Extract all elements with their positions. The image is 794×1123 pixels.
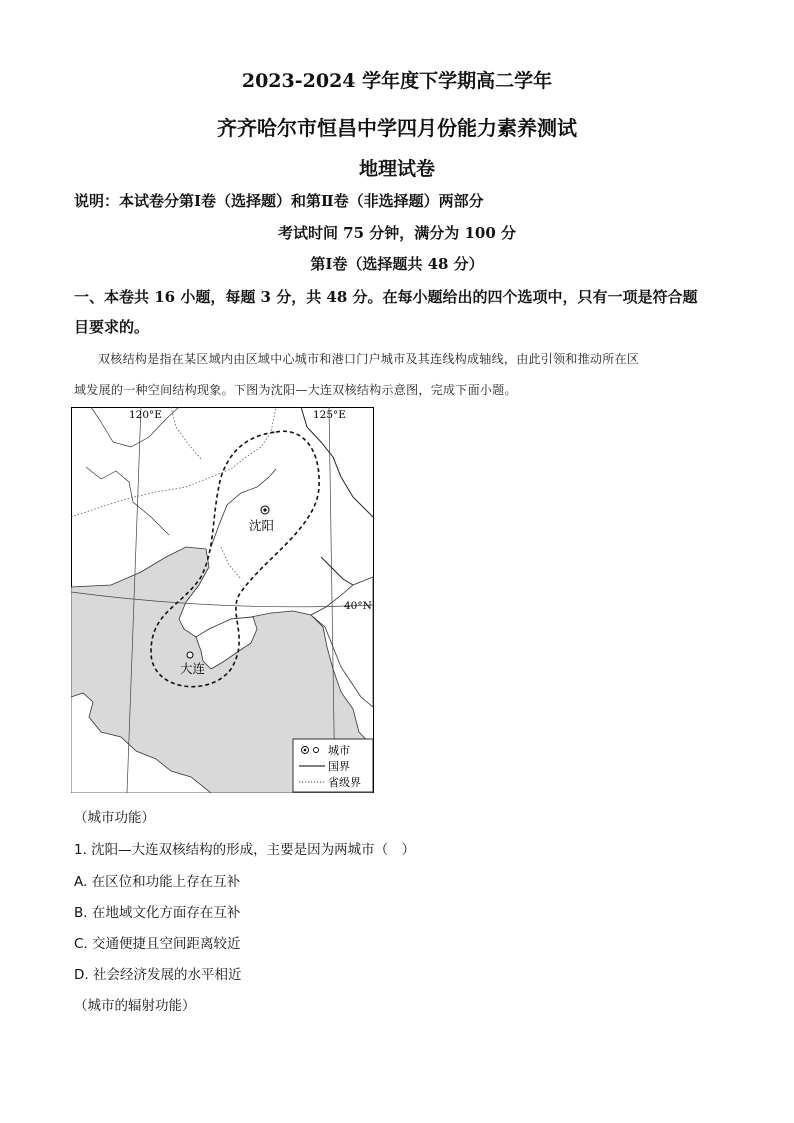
option-a[interactable]: A. 在区位和功能上存在互补 xyxy=(74,874,241,890)
option-c[interactable]: C. 交通便捷且空间距离较近 xyxy=(74,936,241,952)
option-d[interactable]: D. 社会经济发展的水平相近 xyxy=(74,967,242,983)
topic-label-2: （城市的辐射功能） xyxy=(74,998,196,1014)
lon-right-label: 125°E xyxy=(313,409,346,421)
part1-heading: 第Ⅰ卷（选择题共 48 分） xyxy=(310,255,484,273)
subject-title: 地理试卷 xyxy=(358,158,435,180)
lon-left-label: 120°E xyxy=(129,409,162,421)
dalian-label: 大连 xyxy=(180,661,206,676)
passage-line2: 域发展的一种空间结构现象。下图为沈阳—大连双核结构示意图，完成下面小题。 xyxy=(74,383,517,397)
exam-year-title: 2023-2024 学年度下学期高二学年 xyxy=(241,70,553,92)
passage-line1: 双核结构是指在某区域内由区域中心城市和港口门户城市及其连线构成轴线，由此引领和推动所在区 xyxy=(98,352,640,366)
instructions-note: 说明：本试卷分第Ⅰ卷（选择题）和第Ⅱ卷（非选择题）两部分 xyxy=(74,192,484,210)
shenyang-label: 沈阳 xyxy=(249,518,275,533)
question1-stem: 1. 沈阳—大连双核结构的形成，主要是因为两城市（ ） xyxy=(74,842,416,858)
school-title: 齐齐哈尔市恒昌中学四月份能力素养测试 xyxy=(217,116,577,140)
legend-city: 城市 xyxy=(328,744,350,757)
legend-province: 省级界 xyxy=(328,776,361,789)
topic-label-1: （城市功能） xyxy=(74,810,155,826)
option-b[interactable]: B. 在地域文化方面存在互补 xyxy=(74,905,241,921)
lat-label: 40°N xyxy=(344,600,372,612)
shenyang-dalian-map xyxy=(71,407,374,793)
section-intro-line2: 目要求的。 xyxy=(74,318,150,336)
exam-time: 考试时间 75 分钟，满分为 100 分 xyxy=(277,224,517,242)
legend-border: 国界 xyxy=(328,760,350,773)
dalian-marker xyxy=(187,652,193,658)
section-intro-line1: 一、本卷共 16 小题，每题 3 分，共 48 分。在每小题给出的四个选项中，只有一项是符合题 xyxy=(74,288,698,306)
map-legend xyxy=(293,739,373,792)
